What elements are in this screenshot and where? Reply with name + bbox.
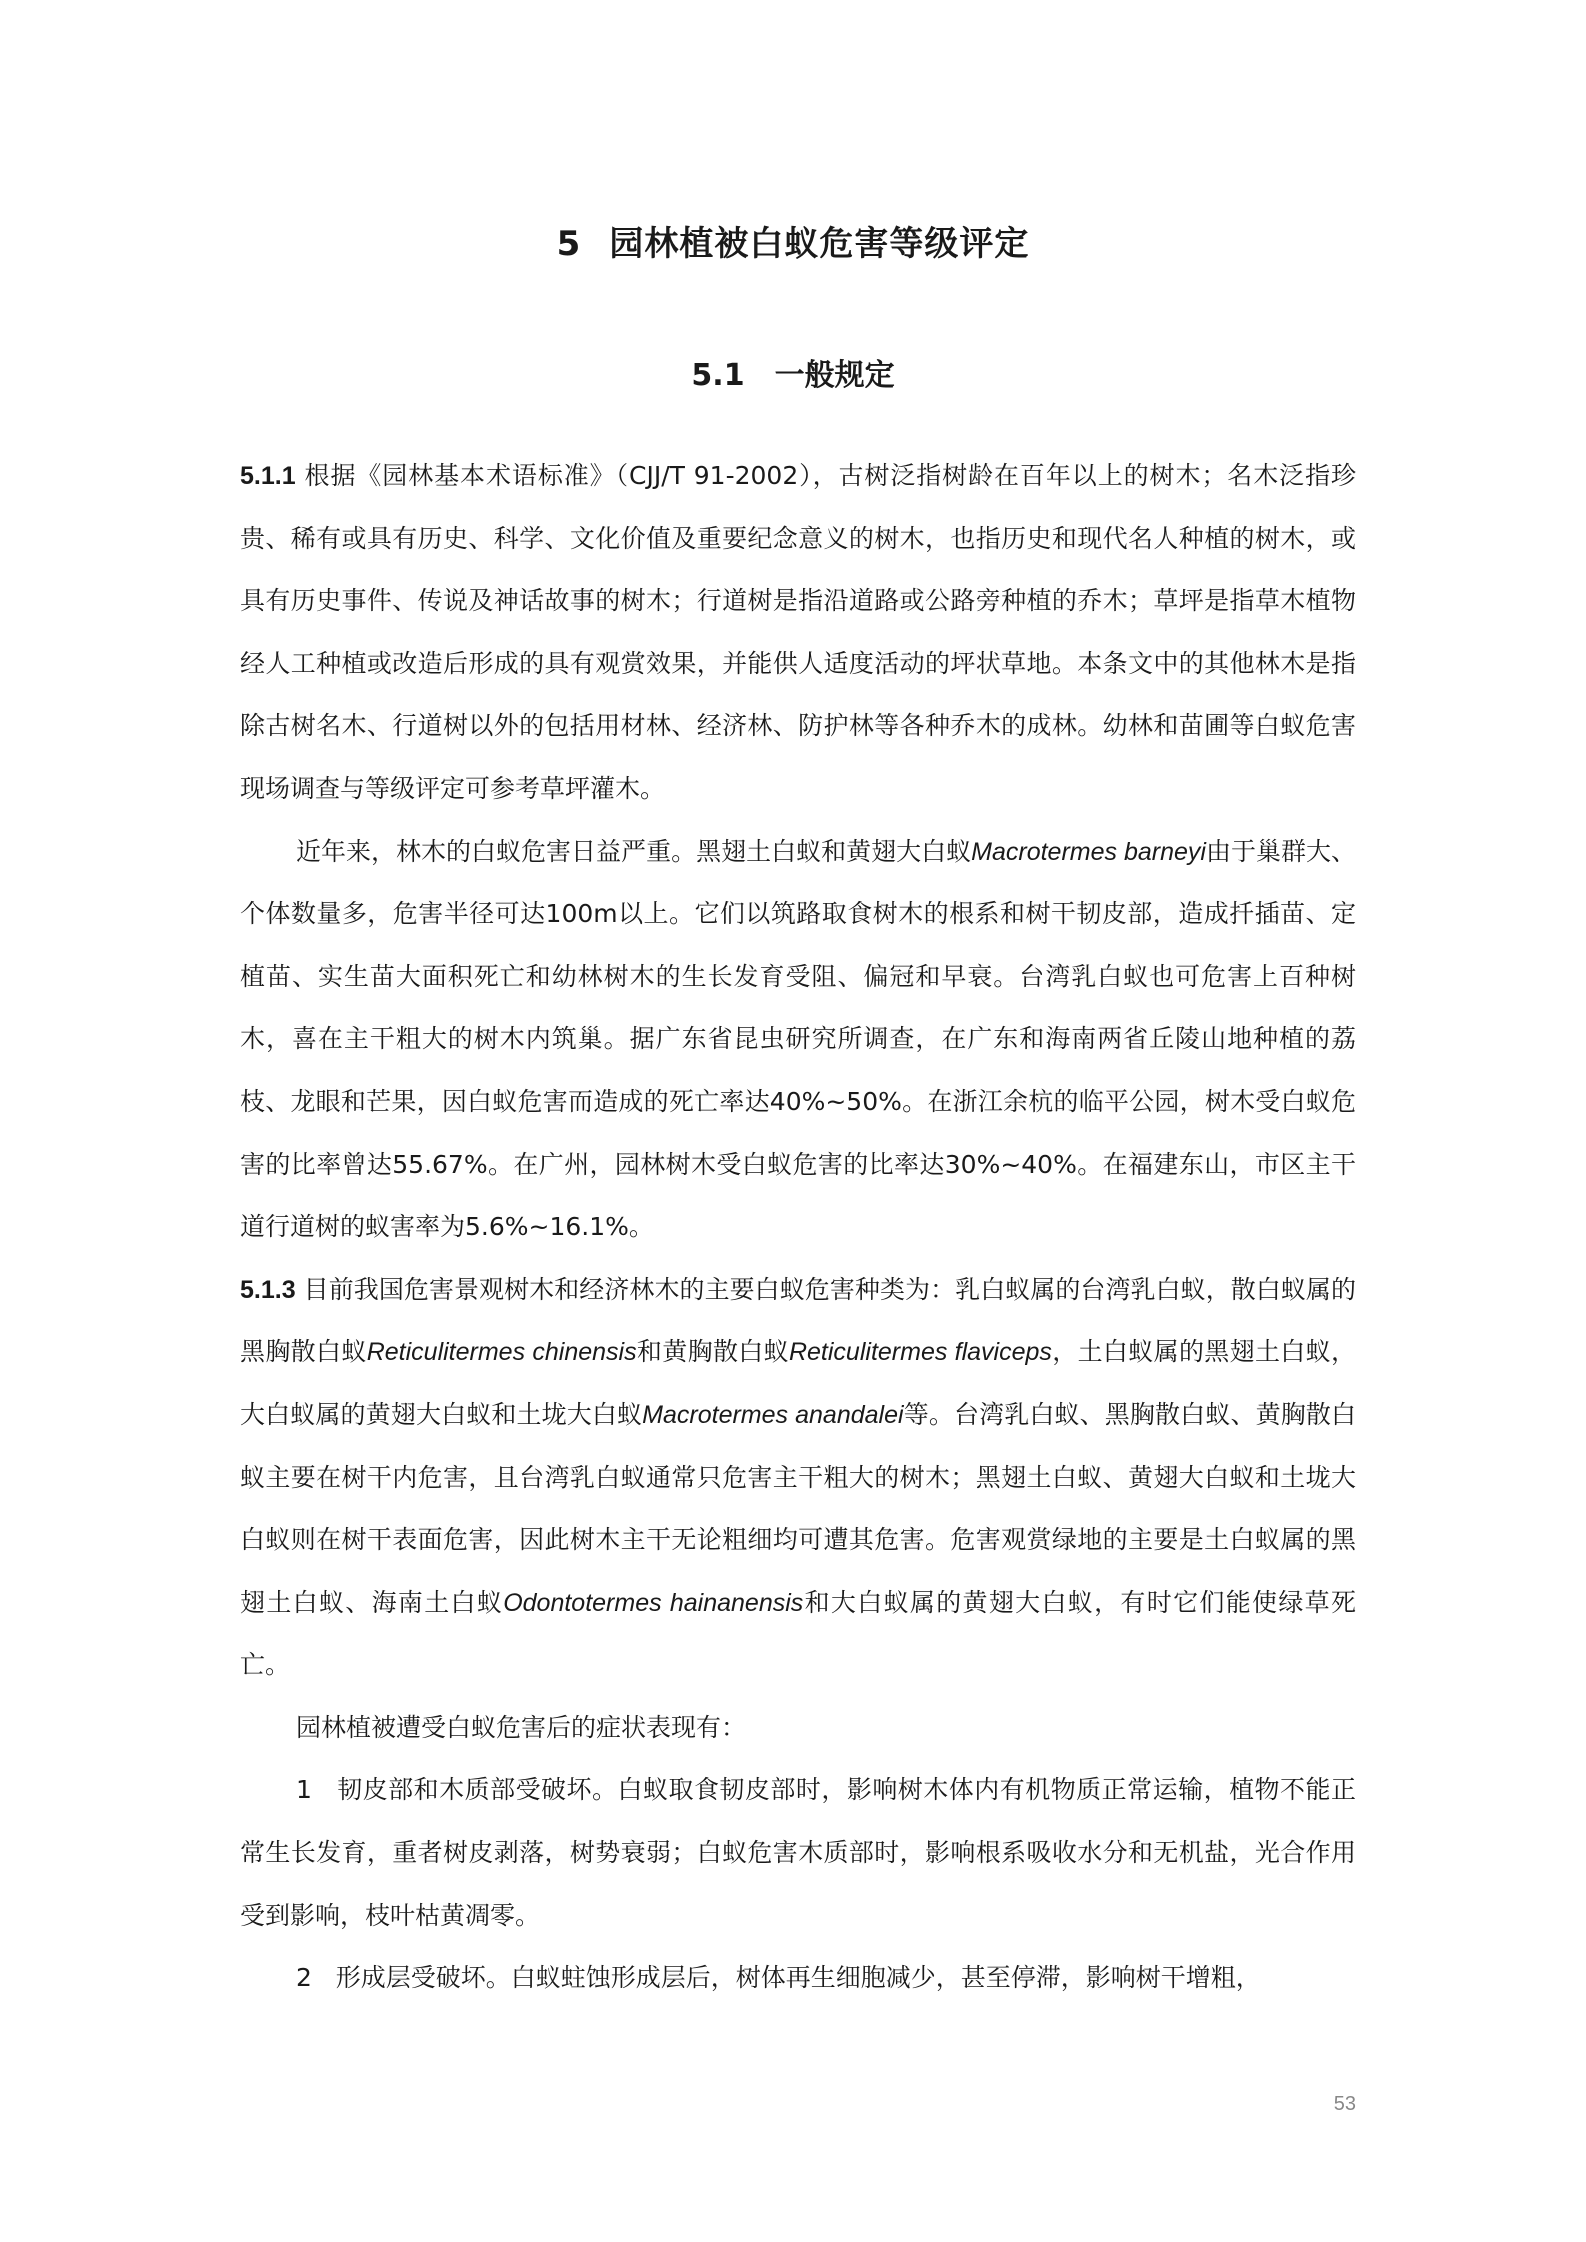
paragraph-text: 等。台湾乳白蚁、黑胸散白蚁、黄胸散白蚁主要在树干内危害，且台湾乳白蚁通常只危害主干粗大的树木；黑翅土白蚁、黄翅大白蚁和土垅大白蚁则在树干表面危害，因此树木主干无论粗细均可遭其危害。危害观赏绿地的主要是土白蚁属的黑翅土白蚁、海南土白蚁 <box>240 1399 1356 1617</box>
paragraph-text: 和黄胸散白蚁 <box>636 1337 789 1367</box>
paragraph-text: 近年来，林木的白蚁危害日益严重。黑翅土白蚁和黄翅大白蚁 <box>296 836 972 866</box>
species-name: Macrotermes barneyi <box>971 837 1206 866</box>
species-name: Macrotermes anandalei <box>642 1400 904 1429</box>
paragraph-5-1-3 <box>240 1259 1356 1697</box>
page-number: 53 <box>1333 2093 1356 2115</box>
chapter-title-text: 园林植被白蚁危害等级评定 <box>609 224 1030 264</box>
paragraph-text: 和大白蚁属的黄翅大白蚁，有时它们能使绿草死亡。 <box>240 1587 1356 1680</box>
species-name: Reticulitermes flaviceps <box>788 1338 1052 1367</box>
list-item-text: 韧皮部和木质部受破坏。白蚁取食韧皮部时，影响树木体内有机物质正常运输，植物不能正常生长发育，重者树皮剥落，树势衰弱；白蚁危害木质部时，影响根系吸收水分和无机盐，光合作用受到影响，枝叶枯黄凋零。 <box>240 1775 1356 1930</box>
list-item-number: 2 <box>296 1963 312 1993</box>
section-title-text: 一般规定 <box>774 358 895 393</box>
list-item-2 <box>240 1947 1356 2010</box>
chapter-number: 5 <box>556 224 582 264</box>
list-item-1 <box>240 1759 1356 1947</box>
chapter-title <box>0 216 1586 265</box>
paragraph-text: ，土白蚁属的黑翅土白蚁，大白蚁属的黄翅大白蚁和土垅大白蚁 <box>240 1337 1356 1429</box>
species-name: Reticulitermes chinensis <box>366 1338 637 1367</box>
paragraph-symptoms-intro <box>240 1697 1356 1760</box>
body-text <box>240 445 1356 2010</box>
paragraph-text: 根据《园林基本术语标准》（CJJ/T 91-2002），古树泛指树龄在百年以上的树木；名木泛指珍贵、稀有或具有历史、科学、文化价值及重要纪念意义的树木，也指历史和现代名人种植的树木，或具有历史事件、传说及神话故事的树木；行道树是指沿道路或公路旁种植的乔木；草坪是指草木植物经人工种植或改造后形成的具有观赏效果，并能供人适度活动的坪状草地。本条文中的其他林木是指除古树名木、行道树以外的包括用材林、经济林、防护林等各种乔木的成林。幼林和苗圃等白蚁危害现场调查与等级评定可参考草坪灌木。 <box>240 461 1356 803</box>
list-item-number: 1 <box>296 1775 312 1805</box>
paragraph-termite-damage <box>240 821 1356 1259</box>
clause-number: 5.1.1 <box>240 462 296 490</box>
paragraph-text: 目前我国危害景观树木和经济林木的主要白蚁危害种类为：乳白蚁属的台湾乳白蚁，散白蚁属的黑胸散白蚁 <box>240 1274 1356 1367</box>
paragraph-text: 由于巢群大、个体数量多，危害半径可达100m以上。它们以筑路取食树木的根系和树干韧皮部，造成扦插苗、定植苗、实生苗大面积死亡和幼林树木的生长发育受阻、偏冠和早衰。台湾乳白蚁也可危害上百种树木，喜在主干粗大的树木内筑巢。据广东省昆虫研究所调查，在广东和海南两省丘陵山地种植的荔枝、龙眼和芒果，因白蚁危害而造成的死亡率达40%~50%。在浙江余杭的临平公园，树木受白蚁危害的比率曾达55.67%。在广州，园林树木受白蚁危害的比率达30%~40%。在福建东山，市区主干道行道树的蚁害率为5.6%~16.1%。 <box>240 836 1356 1242</box>
clause-number: 5.1.3 <box>240 1275 296 1304</box>
section-title <box>0 350 1586 394</box>
species-name: Odontotermes hainanensis <box>503 1588 804 1617</box>
section-number: 5.1 <box>691 358 745 393</box>
paragraph-text: 园林植被遭受白蚁危害后的症状表现有： <box>296 1712 747 1742</box>
paragraph-5-1-1 <box>240 445 1356 821</box>
list-item-text: 形成层受破坏。白蚁蛀蚀形成层后，树体再生细胞减少，甚至停滞，影响树干增粗， <box>335 1963 1261 1993</box>
